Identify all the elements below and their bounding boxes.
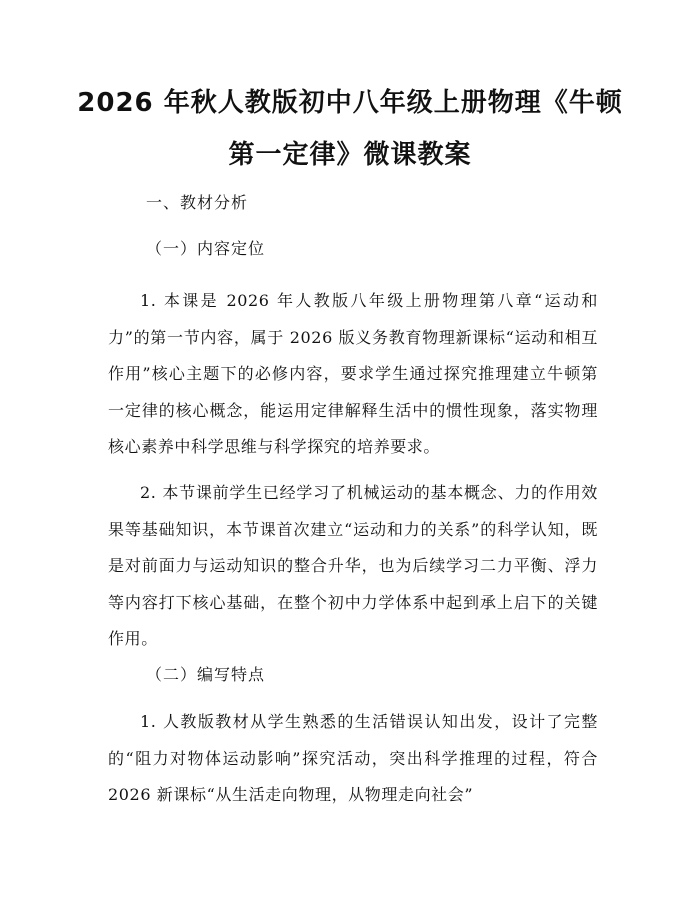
paragraph-content-positioning-2: 2. 本节课前学生已经学习了机械运动的基本概念、力的作用效果等基础知识，本节课首次建立“运动和力的关系”的科学认知，既是对前面力与运动知识的整合升华，也为后续学习二力平衡、浮力等内容打下核心基础，在整个初中力学体系中起到承上启下的关键作用。 xyxy=(108,483,598,648)
section-heading-textbook-analysis: 一、教材分析 xyxy=(146,193,249,212)
paragraph-content-positioning-1: 1. 本课是 2026 年人教版八年级上册物理第八章“运动和力”的第一节内容，属于 2026 版义务教育物理新课标“运动和相互作用”核心主题下的必修内容，要求学生通过探究推理建立牛顿第一定律的核心概念，能运用定律解释生活中的惯性现象，落实物理核心素养中科学思维与科学探究的培养要求。 xyxy=(108,291,598,456)
subsection-heading-writing-features: （二）编写特点 xyxy=(146,665,266,684)
document-title-line-1: 2026 年秋人教版初中八年级上册物理《牛顿 xyxy=(77,88,623,118)
subsection-heading-content-positioning: （一）内容定位 xyxy=(146,239,266,258)
paragraph-writing-features-1: 1. 人教版教材从学生熟悉的生活错误认知出发，设计了完整的“阻力对物体运动影响”探究活动，突出科学推理的过程，符合 2026 新课标“从生活走向物理，从物理走向社会” xyxy=(108,712,598,804)
document-title-line-2: 第一定律》微课教案 xyxy=(228,140,472,170)
